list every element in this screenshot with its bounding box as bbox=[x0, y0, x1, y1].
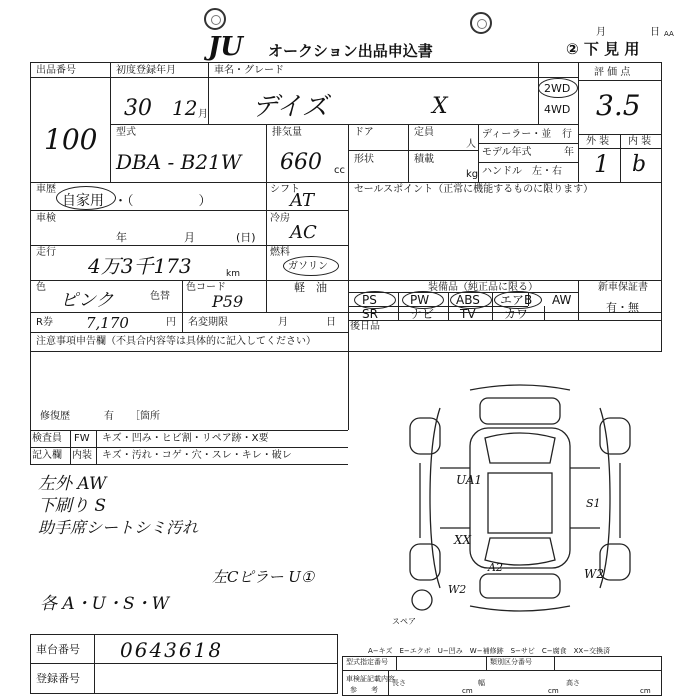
diagram-label-s1: S1 bbox=[586, 497, 601, 510]
drive-2wd-circle bbox=[538, 78, 578, 98]
grade-value: X bbox=[432, 94, 448, 119]
capacity-unit: 人 bbox=[466, 139, 476, 150]
cert-label: 車検証記載内容 bbox=[346, 675, 395, 683]
spare-label: スペア bbox=[392, 617, 416, 626]
fuel-gasoline-circle bbox=[283, 256, 339, 276]
type-value: DBA - B21W bbox=[116, 150, 242, 174]
model-year-label: モデル年式 bbox=[482, 147, 532, 158]
color-value: ピンク bbox=[60, 290, 114, 311]
load-unit: kg bbox=[466, 169, 479, 180]
equip-leather: カワ bbox=[504, 307, 529, 321]
repair-place: ［箇所 bbox=[130, 411, 160, 422]
header-month: 月 bbox=[596, 27, 606, 38]
diagram-label-ua1: UA1 bbox=[456, 473, 483, 487]
equip-navi: ナビ bbox=[410, 307, 435, 321]
note-line-5: 各 A・U・S・W bbox=[40, 594, 170, 614]
damage-legend: A−キズ E−エクボ U−凹み W−補修跡 S−サビ C−腐食 XX−交換済 bbox=[368, 647, 611, 655]
interior-check-label: 内装 bbox=[72, 450, 92, 461]
color-code-label: 色コード bbox=[186, 282, 226, 293]
model-name-value: デイズ bbox=[252, 92, 328, 122]
fw-label: FW bbox=[74, 433, 90, 444]
lot-number-label: 出品番号 bbox=[36, 65, 76, 76]
notes-label: 注意事項申告欄（不具合内容等は具体的に記入してください） bbox=[36, 336, 316, 347]
punch-hole-left bbox=[204, 8, 226, 30]
first-registration-year: 30 bbox=[124, 96, 152, 121]
length-unit: cm bbox=[462, 687, 473, 695]
history-label: 車歴 bbox=[36, 184, 56, 195]
deadline-day: 日 bbox=[326, 317, 336, 328]
displacement-unit: cc bbox=[334, 165, 345, 176]
door-label: ドア bbox=[354, 127, 374, 138]
additional-label: 後日品 bbox=[350, 321, 380, 332]
aircon-value: AC bbox=[290, 222, 317, 243]
equip-circle-airbag bbox=[494, 291, 542, 309]
fuel-label: 燃料 bbox=[270, 247, 290, 258]
inspection-day: (日) bbox=[236, 231, 256, 244]
drive-4wd: 4WD bbox=[544, 103, 571, 116]
handle-label: ハンドル 左・右 bbox=[482, 166, 562, 177]
width-unit: cm bbox=[548, 687, 559, 695]
mileage-label: 走行 bbox=[36, 247, 56, 258]
history-rest: ・（ ） bbox=[114, 194, 212, 209]
header-aa: AA bbox=[664, 30, 674, 38]
chassis-label: 車台番号 bbox=[36, 643, 80, 656]
exterior-label: 外 装 bbox=[586, 136, 610, 147]
equip-pw: PW bbox=[410, 293, 430, 307]
ju-logo: JU bbox=[208, 32, 243, 62]
diagram-label-w2-right: W2 bbox=[584, 567, 604, 581]
model-grade-label: 車名・グレード bbox=[214, 65, 284, 76]
entry-label: 記入欄 bbox=[32, 450, 62, 461]
interior-label: 内 装 bbox=[628, 136, 652, 147]
equip-circle-pw bbox=[402, 291, 444, 309]
fuel-light-oil: 軽 油 bbox=[294, 281, 327, 294]
history-value: 自家用 bbox=[62, 193, 104, 209]
repair-label: 修復歴 bbox=[40, 411, 70, 422]
color-label: 色 bbox=[36, 282, 46, 293]
drive-2wd: 2WD bbox=[544, 82, 571, 95]
registration-label: 登録番号 bbox=[36, 672, 80, 685]
equip-circle-abs bbox=[450, 291, 492, 309]
dealer-label: ディーラー・並 bbox=[482, 129, 552, 140]
recycle-value: 7,170 bbox=[86, 314, 129, 332]
model-year-unit: 年 bbox=[564, 147, 574, 158]
form-title: オークション出品申込書 bbox=[268, 42, 433, 60]
equip-ps: PS bbox=[362, 293, 377, 307]
equip-aw: AW bbox=[552, 293, 572, 307]
header-day: 日 bbox=[650, 27, 660, 38]
first-registration-unit: 月 bbox=[198, 109, 208, 120]
color-code-value: P59 bbox=[212, 292, 244, 311]
note-line-2: 下刷り S bbox=[38, 496, 107, 516]
punch-hole-right bbox=[470, 12, 492, 34]
diagram-label-xx: XX bbox=[454, 533, 472, 547]
interior-grade: b bbox=[632, 152, 647, 177]
fw-items: キズ・凹み・ヒビ割・リペア跡・X要 bbox=[102, 433, 269, 444]
mileage-unit: km bbox=[226, 269, 240, 279]
diagram-label-w2-left: W2 bbox=[448, 583, 467, 596]
aircon-label: 冷房 bbox=[270, 213, 290, 224]
evaluation-label: 評 価 点 bbox=[594, 67, 631, 78]
ref-label: 参 考 bbox=[350, 686, 378, 694]
exterior-grade: 1 bbox=[594, 150, 610, 178]
class-number-label: 類別区分番号 bbox=[490, 658, 532, 666]
type-label: 型式 bbox=[116, 127, 136, 138]
equip-tv: TV bbox=[460, 307, 476, 321]
note-line-1: 左外 AW bbox=[38, 474, 107, 494]
shift-label: シフト bbox=[270, 184, 300, 195]
equip-sr: SR bbox=[362, 307, 378, 321]
displacement-label: 排気量 bbox=[272, 127, 302, 138]
mileage-value: 4万3千173 bbox=[88, 254, 192, 278]
inspection-month: 月 bbox=[184, 231, 195, 244]
displacement-value: 660 bbox=[280, 150, 322, 175]
diagram-label-a2: A2 bbox=[488, 561, 503, 574]
fuel-gasoline: ガソリン bbox=[288, 261, 328, 272]
inspection-label: 車検 bbox=[36, 213, 56, 224]
interior-items: キズ・汚れ・コゲ・穴・スレ・キレ・破レ bbox=[102, 450, 292, 461]
note-line-4: 左Cピラー U① bbox=[212, 568, 315, 586]
width-label: 幅 bbox=[478, 679, 485, 687]
equip-airbag: エアB bbox=[500, 293, 533, 307]
deadline-month: 月 bbox=[278, 317, 288, 328]
load-label: 積載 bbox=[414, 154, 434, 165]
repair-value: 有 bbox=[104, 411, 114, 422]
evaluation-value: 3.5 bbox=[596, 89, 641, 122]
height-label: 高さ bbox=[566, 679, 580, 687]
name-change-deadline-label: 名変期限 bbox=[188, 317, 228, 328]
note-line-3: 助手席シートシミ汚れ bbox=[38, 518, 199, 537]
car-damage-diagram bbox=[400, 378, 640, 618]
inspector-label: 検査員 bbox=[32, 433, 62, 444]
equipment-label: 装備品（純正品に限る） bbox=[428, 282, 538, 293]
warranty-value: 有・無 bbox=[606, 301, 639, 314]
first-registration-label: 初度登録年月 bbox=[116, 65, 176, 76]
equip-circle-ps bbox=[354, 291, 396, 309]
height-unit: cm bbox=[640, 687, 651, 695]
lot-number-value: 100 bbox=[44, 123, 98, 156]
copy-label: ② 下 見 用 bbox=[566, 40, 640, 58]
first-registration-month: 12 bbox=[172, 96, 198, 120]
equip-abs: ABS bbox=[456, 293, 480, 307]
sales-point-label: セールスポイント（正常に機能するものに限ります） bbox=[354, 184, 594, 195]
inspection-year: 年 bbox=[116, 231, 127, 244]
warranty-label: 新車保証書 bbox=[598, 282, 648, 293]
dealer-unit: 行 bbox=[562, 129, 572, 140]
history-value-circle bbox=[56, 186, 116, 210]
recycle-unit: 円 bbox=[166, 317, 176, 328]
length-label: 長さ bbox=[392, 679, 406, 687]
shape-label: 形状 bbox=[354, 154, 374, 165]
capacity-label: 定員 bbox=[414, 127, 434, 138]
recycle-label: R券 bbox=[36, 317, 53, 328]
color-change-label: 色替 bbox=[150, 291, 170, 302]
type-number-label: 型式指定番号 bbox=[346, 658, 388, 666]
shift-value: AT bbox=[290, 190, 315, 211]
chassis-value: 0643618 bbox=[120, 638, 224, 662]
